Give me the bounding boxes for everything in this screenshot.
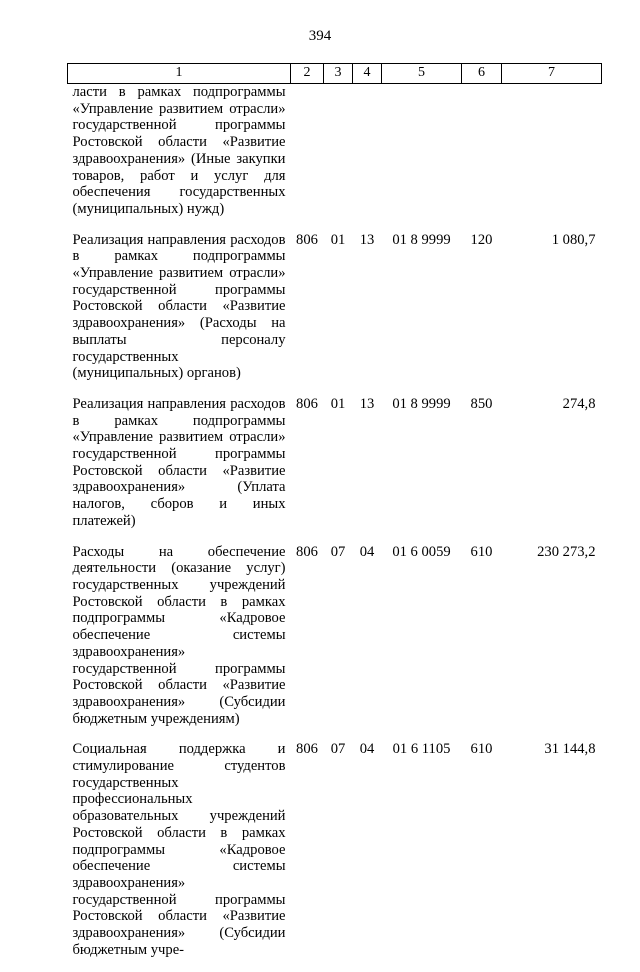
row-description: Реализация направления расходов в рамках подпрограммы «Управление развитием отрасли» государственной программы Ростовской области «Развитие здравоохранения» (Уплата налогов, сборов и иных платежей) xyxy=(72,395,286,529)
expense-type-code: 120 xyxy=(470,231,493,248)
amount xyxy=(502,84,602,232)
expense-type-code xyxy=(462,84,502,232)
page-number: 394 xyxy=(308,28,332,44)
ministry-code: 806 xyxy=(296,543,318,560)
subsection-code: 04 xyxy=(359,543,375,560)
table-row xyxy=(68,741,602,972)
expense-type-code: 610 xyxy=(470,543,493,560)
section-code: 07 xyxy=(330,741,346,758)
amount: 230 273,2 xyxy=(537,543,596,560)
column-header: 7 xyxy=(502,64,602,84)
row-description: Социальная поддержка и стимулирование студентов государственных профессиональных образовательных учреждений Ростовской области в рамках подпрограммы «Кадровое обеспечение системы здравоохранения» государственной программы Ростовской области «Развитие здравоохранения» (Субсидии бюджетным учре- xyxy=(72,741,286,958)
budget-table xyxy=(67,63,601,972)
target-article-code xyxy=(382,84,462,232)
column-header: 1 xyxy=(68,64,291,84)
column-header: 2 xyxy=(291,64,324,84)
subsection-code: 13 xyxy=(359,231,375,248)
amount: 274,8 xyxy=(562,395,596,412)
section-code: 07 xyxy=(330,543,346,560)
target-article-code: 01 8 9999 xyxy=(392,395,451,412)
amount: 31 144,8 xyxy=(544,741,596,758)
section-code: 01 xyxy=(330,231,346,248)
ministry-code xyxy=(291,84,324,232)
target-article-code: 01 6 0059 xyxy=(392,543,451,560)
amount: 1 080,7 xyxy=(551,231,596,248)
column-header: 5 xyxy=(382,64,462,84)
column-header: 6 xyxy=(462,64,502,84)
table-row xyxy=(68,232,602,396)
table-header-row xyxy=(68,64,602,84)
ministry-code: 806 xyxy=(296,741,318,758)
target-article-code: 01 8 9999 xyxy=(392,231,451,248)
target-article-code: 01 6 1105 xyxy=(392,741,451,758)
subsection-code: 04 xyxy=(359,741,375,758)
subsection-code: 13 xyxy=(359,395,375,412)
column-header: 4 xyxy=(353,64,382,84)
section-code: 01 xyxy=(330,395,346,412)
expense-type-code: 850 xyxy=(470,395,493,412)
column-header: 3 xyxy=(324,64,353,84)
table-row xyxy=(68,396,602,544)
table-row xyxy=(68,544,602,742)
ministry-code: 806 xyxy=(296,395,318,412)
section-code xyxy=(324,84,353,232)
ministry-code: 806 xyxy=(296,231,318,248)
subsection-code xyxy=(353,84,382,232)
expense-type-code: 610 xyxy=(470,741,493,758)
row-description: ласти в рамках подпрограммы «Управление развитием отрасли» государственной программы Ростовской области «Развитие здравоохранения» (Иные закупки товаров, работ и услуг для обеспечения государственных (муниципальных) нужд) xyxy=(72,84,286,217)
row-description: Реализация направления расходов в рамках подпрограммы «Управление развитием отрасли» государственной программы Ростовской области «Развитие здравоохранения» (Расходы на выплаты персоналу государственных (муниципальных) органов) xyxy=(72,231,286,382)
table-row xyxy=(68,84,602,232)
row-description: Расходы на обеспечение деятельности (оказание услуг) государственных учреждений Ростовской области в рамках подпрограммы «Кадровое обеспечение системы здравоохранения» государственной программы Ростовской области «Развитие здравоохранения» (Субсидии бюджетным учреждениям) xyxy=(72,543,286,727)
